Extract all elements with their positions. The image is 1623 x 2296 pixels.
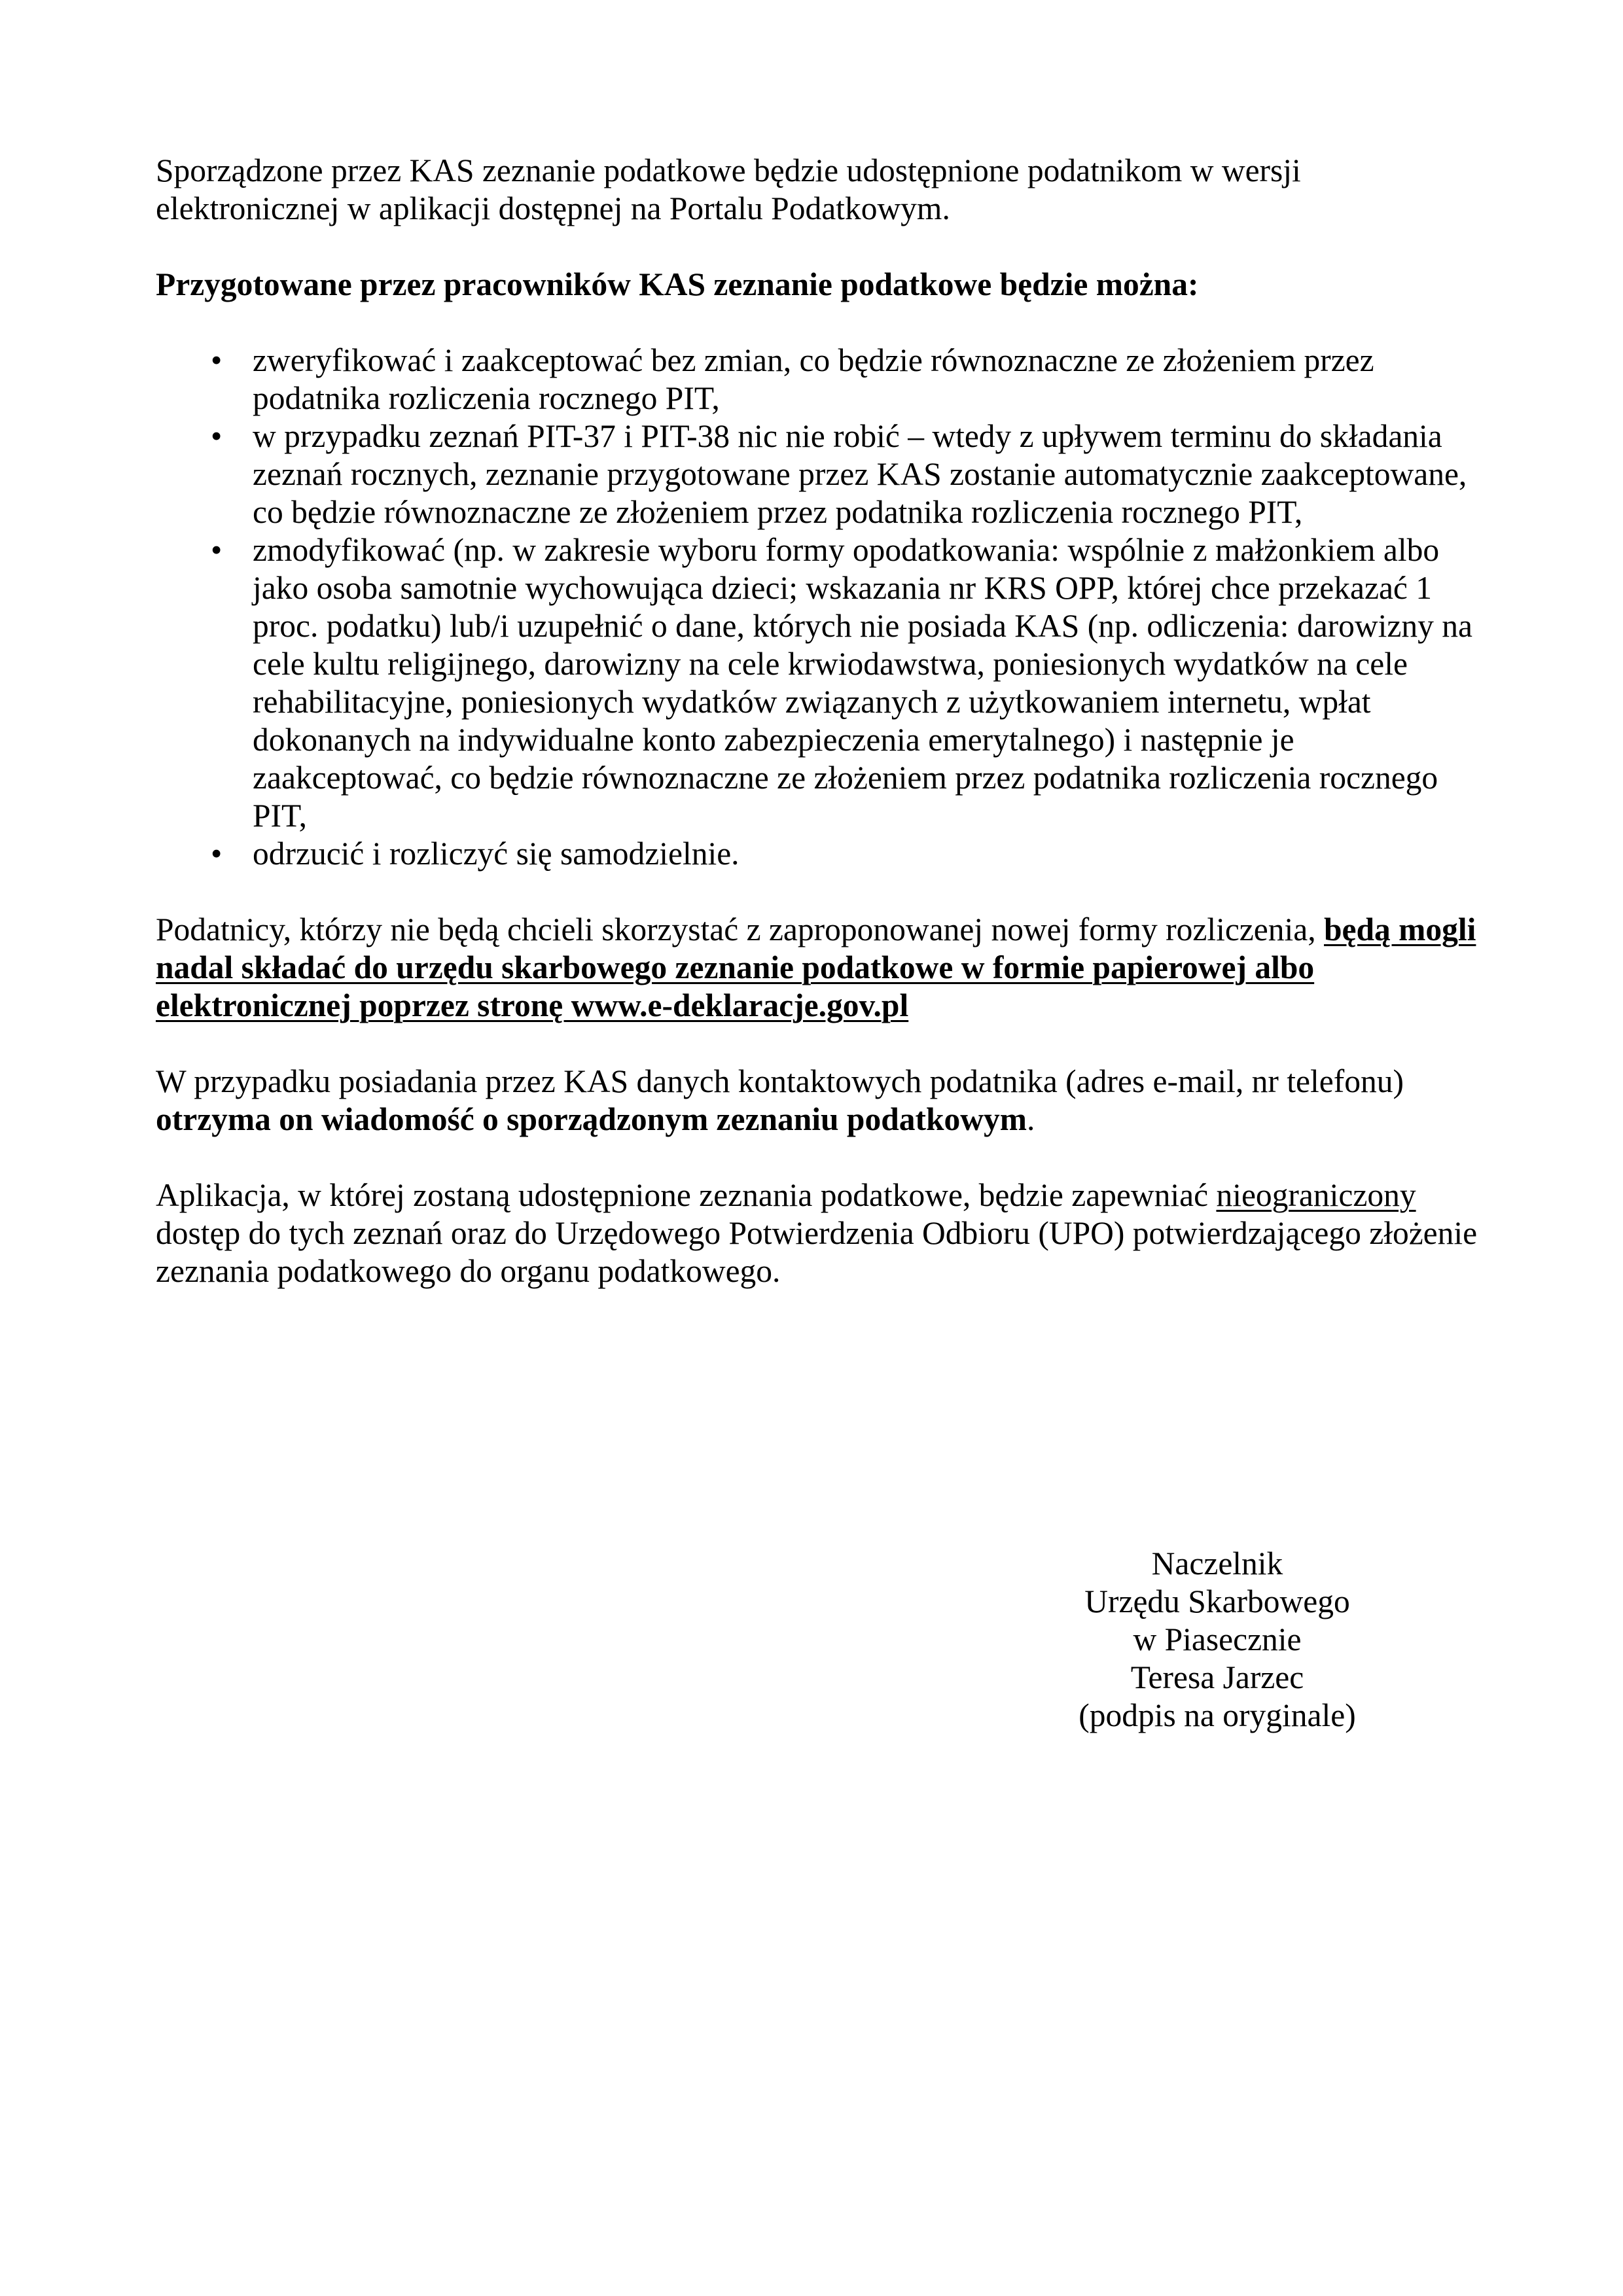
paragraph-spacer [156,1025,1484,1063]
list-item-text: w przypadku zeznań PIT-37 i PIT-38 nic nie robić – wtedy z upływem terminu do składania zeznań rocznych, zeznanie przygotowane przez KAS zostanie automatycznie zaakceptowane, co będzie równoznaczne ze złożeniem przez podatnika rozliczenia rocznego PIT, [253,418,1467,530]
bullet-icon: • [211,418,223,454]
paragraph-spacer [156,228,1484,266]
application-text-start: Aplikacja, w której zostaną udostępnione zeznania podatkowe, będzie zapewniać [156,1177,1217,1213]
intro-paragraph: Sporządzone przez KAS zeznanie podatkowe będzie udostępnione podatnikom w wersji elektronicznej w aplikacji dostępnej na Portalu Podatkowym. [156,152,1301,226]
bullet-icon: • [211,342,223,378]
signature-block [1008,1545,1427,1735]
list-item [156,342,1484,417]
application-paragraph [156,1176,1484,1290]
signature-office: Urzędu Skarbowego [1084,1583,1350,1619]
paper-filing-paragraph [156,911,1484,1025]
contact-emphasis: otrzyma on wiadomość o sporządzonym zeznaniu podatkowym [156,1101,1027,1137]
options-list [156,342,1484,873]
paragraph-spacer [156,1139,1484,1176]
options-heading: Przygotowane przez pracowników KAS zeznanie podatkowe będzie można: [156,266,1199,302]
signature-note: (podpis na oryginale) [1079,1697,1356,1733]
application-text-end: dostęp do tych zeznań oraz do Urzędowego Potwierdzenia Odbioru (UPO) potwierdzającego złożenie zeznania podatkowego do organu podatkowego. [156,1215,1478,1289]
bullet-icon: • [211,532,223,568]
list-item [156,417,1484,531]
paragraph-spacer [156,873,1484,911]
list-item-text: zmodyfikować (np. w zakresie wyboru formy opodatkowania: wspólnie z małżonkiem albo jako osoba samotnie wychowująca dzieci; wskazania nr KRS OPP, której chce przekazać 1 proc. podatku) lub/i uzupełnić o dane, których nie posiada KAS (np. odliczenia: darowizny na cele kultu religijnego, darowizny na cele krwiodawstwa, poniesionych wydatków na cele rehabilitacyjne, poniesionych wydatków związanych z użytkowaniem internetu, wpłat dokonanych na indywidualne konto zabezpieczenia emerytalnego) i następnie je zaakceptować, co będzie równoznaczne ze złożeniem przez podatnika rozliczenia rocznego PIT, [253,532,1472,834]
contact-end: . [1027,1101,1035,1137]
signature-title: Naczelnik [1151,1545,1283,1581]
application-underlined-word: nieograniczony [1216,1177,1416,1213]
paper-filing-emphasis: będą mogli nadal składać do urzędu skarbowego zeznanie podatkowe w formie papierowej albo elektronicznej poprzez stronę www.e-deklaracje.gov.pl [156,911,1476,1023]
signature-name: Teresa Jarzec [1130,1659,1304,1695]
contact-text: W przypadku posiadania przez KAS danych kontaktowych podatnika (adres e-mail, nr telefonu) [156,1063,1404,1099]
list-item [156,531,1484,835]
signature-location: w Piasecznie [1133,1621,1302,1657]
document-body [156,152,1484,1290]
paper-filing-text: Podatnicy, którzy nie będą chcieli skorzystać z zaproponowanej nowej formy rozliczenia, [156,911,1324,947]
list-item-text: odrzucić i rozliczyć się samodzielnie. [253,836,740,872]
list-item [156,835,1484,873]
list-item-text: zweryfikować i zaakceptować bez zmian, co będzie równoznaczne ze złożeniem przez podatnika rozliczenia rocznego PIT, [253,342,1374,416]
paragraph-spacer [156,304,1484,342]
bullet-icon: • [211,836,223,872]
contact-paragraph [156,1063,1484,1139]
